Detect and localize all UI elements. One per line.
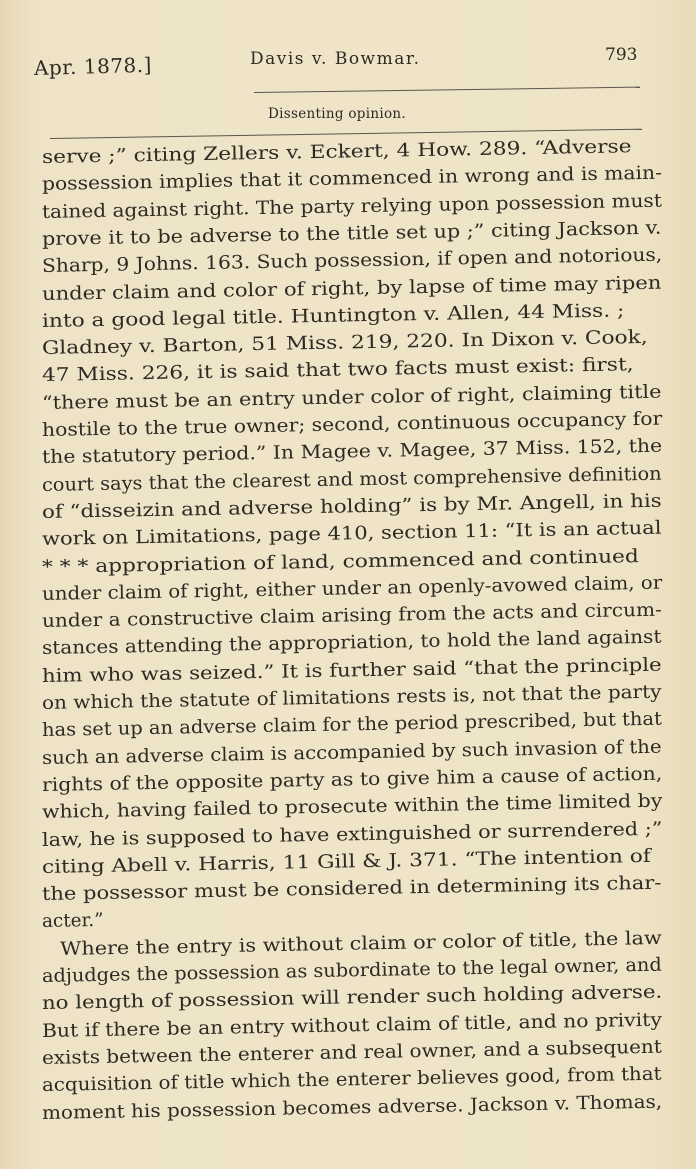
text-line: on which the statute of limitations rests is, not that the party <box>41 681 662 714</box>
text-line: such an adverse claim is accompanied by such invasion of the <box>41 736 662 769</box>
text-line: under claim of right, either under an openly-avowed claim, or <box>41 572 663 605</box>
text-line: Sharp, 9 Johns. 163. Such possession, if open and notorious, <box>41 244 663 278</box>
text-line: which, having failed to prosecute within the time limited by <box>41 790 663 824</box>
section-subheading: Dissenting opinion. <box>268 106 406 122</box>
text-line: moment his possession becomes adverse. Jackson v. Thomas, <box>41 1091 663 1124</box>
text-line: into a good legal title. Huntington v. Allen, 44 Miss. ; <box>41 300 625 332</box>
paragraph-start-line: Where the entry is without claim or color of title, the law <box>59 927 662 960</box>
text-line: the statutory period.” In Magee v. Magee, 37 Miss. 152, the <box>41 435 663 469</box>
text-line: the possessor must be considered in determining its char- <box>41 872 662 906</box>
text-line: law, he is supposed to have extinguished or surrendered ;” <box>41 818 663 851</box>
text-line: under a constructive claim arising from the acts and circum- <box>41 599 663 633</box>
text-line: stances attending the appropriation, to hold the land against <box>41 627 662 660</box>
text-line: citing Abell v. Harris, 11 Gill & J. 371. “The intention of <box>41 845 652 878</box>
text-line: rights of the opposite party as to give him a cause of action, <box>41 763 663 796</box>
text-line: work on Limitations, page 410, section 11: “It is an actual <box>41 517 662 551</box>
text-line: prove it to be adverse to the title set up ;” citing Jackson v. <box>41 217 662 250</box>
text-line: acter.” <box>41 910 104 933</box>
text-line: possession implies that it commenced in wrong and is main- <box>41 162 663 196</box>
text-line: exists between the enterer and real owner, and a subsequent <box>41 1036 662 1069</box>
text-line: adjudges the possession as subordinate to the legal owner, and <box>41 954 662 987</box>
text-line: serve ;” citing Zellers v. Eckert, 4 How. 289. “Adverse <box>41 136 632 168</box>
text-line: hostile to the true owner; second, continuous occupancy for <box>41 408 663 441</box>
header-case-title: Davis v. Bowmar. <box>250 49 421 69</box>
header-date: Apr. 1878.] <box>33 52 153 80</box>
text-line: 47 Miss. 226, it is said that two facts must exist: first, <box>41 354 634 387</box>
text-line: * * * appropriation of land, commenced and continued <box>41 545 639 578</box>
text-line: court says that the clearest and most comprehensive definition <box>41 463 662 496</box>
text-line: acquisition of title which the enterer believes good, from that <box>41 1063 662 1097</box>
running-header <box>0 0 696 130</box>
text-line: But if there be an entry without claim of title, and no privity <box>41 1009 663 1042</box>
text-line: no length of possession will render such holding adverse. <box>41 981 663 1015</box>
text-line: of “disseizin and adverse holding” is by Mr. Angell, in his <box>41 490 662 523</box>
text-line: “there must be an entry under color of right, claiming title <box>41 381 662 414</box>
text-line: under claim and color of right, by lapse of time may ripen <box>41 272 662 305</box>
text-line: him who was seized.” It is further said “that the principle <box>41 654 662 687</box>
text-line: has set up an adverse claim for the period prescribed, but that <box>41 708 663 742</box>
page-number: 793 <box>605 45 638 65</box>
header-rule <box>254 87 640 93</box>
text-line: Gladney v. Barton, 51 Miss. 219, 220. In Dixon v. Cook, <box>41 326 648 360</box>
text-line: tained against right. The party relying upon possession must <box>41 190 663 223</box>
